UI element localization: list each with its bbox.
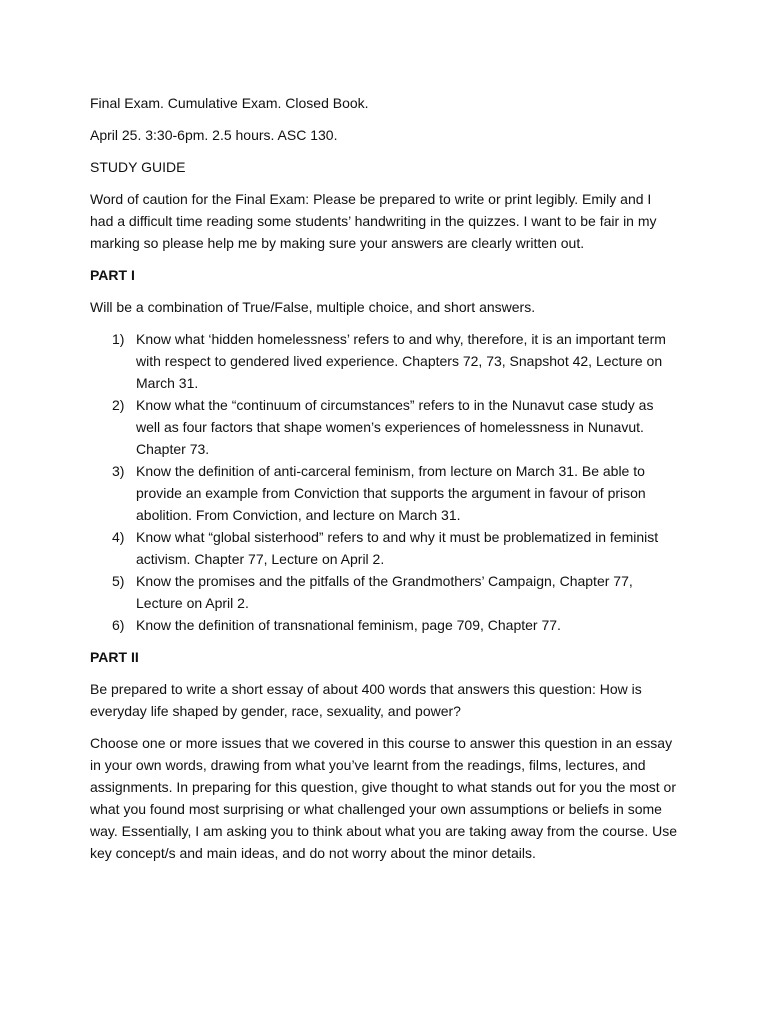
part-2-question-paragraph: Be prepared to write a short essay of about 400 words that answers this question: How is everyday life shaped by gender, race, sexuality, and power?	[90, 681, 642, 719]
list-item-number: 6)	[112, 617, 125, 633]
exam-date-location: April 25. 3:30-6pm. 2.5 hours. ASC 130.	[90, 127, 338, 143]
list-item-text: Know what ‘hidden homelessness’ refers to and why, therefore, it is an important term with respect to gendered lived experience. Chapters 72, 73, Snapshot 42, Lecture on March 31.	[136, 331, 666, 391]
list-item-text: Know what the “continuum of circumstances” refers to in the Nunavut case study as well as four factors that shape women’s experiences of homelessness in Nunavut. Chapter 73.	[136, 397, 654, 457]
list-item-number: 3)	[112, 463, 125, 479]
list-item-text: Know the definition of transnational feminism, page 709, Chapter 77.	[136, 617, 561, 633]
list-item	[90, 460, 678, 526]
exam-title: Final Exam. Cumulative Exam. Closed Book.	[90, 95, 369, 111]
caution-paragraph: Word of caution for the Final Exam: Please be prepared to write or print legibly. Emily and I had a difficult time reading some students’ handwriting in the quizzes. I want to be fair in my marking so please help me by making sure your answers are clearly written out.	[90, 191, 657, 251]
list-item-number: 1)	[112, 331, 125, 347]
list-item	[90, 328, 678, 394]
part-2-instructions-paragraph: Choose one or more issues that we covered in this course to answer this question in an essay in your own words, drawing from what you’ve learnt from the readings, films, lectures, and assignments. In preparing for this question, give thought to what stands out for you the most or what you found most surprising or what challenged your own assumptions or beliefs in some way. Essentially, I am asking you to think about what you are taking away from the course. Use key concept/s and main ideas, and do not worry about the minor details.	[90, 735, 677, 861]
part-2-heading: PART II	[90, 649, 139, 665]
list-item-number: 5)	[112, 573, 125, 589]
list-item-number: 2)	[112, 397, 125, 413]
list-item	[90, 570, 678, 614]
part-1-heading: PART I	[90, 267, 135, 283]
list-item-number: 4)	[112, 529, 125, 545]
list-item-text: Know the promises and the pitfalls of the Grandmothers’ Campaign, Chapter 77, Lecture on April 2.	[136, 573, 633, 611]
list-item	[90, 394, 678, 460]
part-1-intro: Will be a combination of True/False, multiple choice, and short answers.	[90, 299, 536, 315]
list-item	[90, 526, 678, 570]
list-item	[90, 614, 678, 636]
study-guide-label: STUDY GUIDE	[90, 159, 186, 175]
list-item-text: Know what “global sisterhood” refers to and why it must be problematized in feminist activism. Chapter 77, Lecture on April 2.	[136, 529, 659, 567]
part-1-question-list	[90, 328, 678, 636]
list-item-text: Know the definition of anti-carceral feminism, from lecture on March 31. Be able to provide an example from Conviction that supports the argument in favour of prison abolition. From Conviction, and lecture on March 31.	[136, 463, 646, 523]
